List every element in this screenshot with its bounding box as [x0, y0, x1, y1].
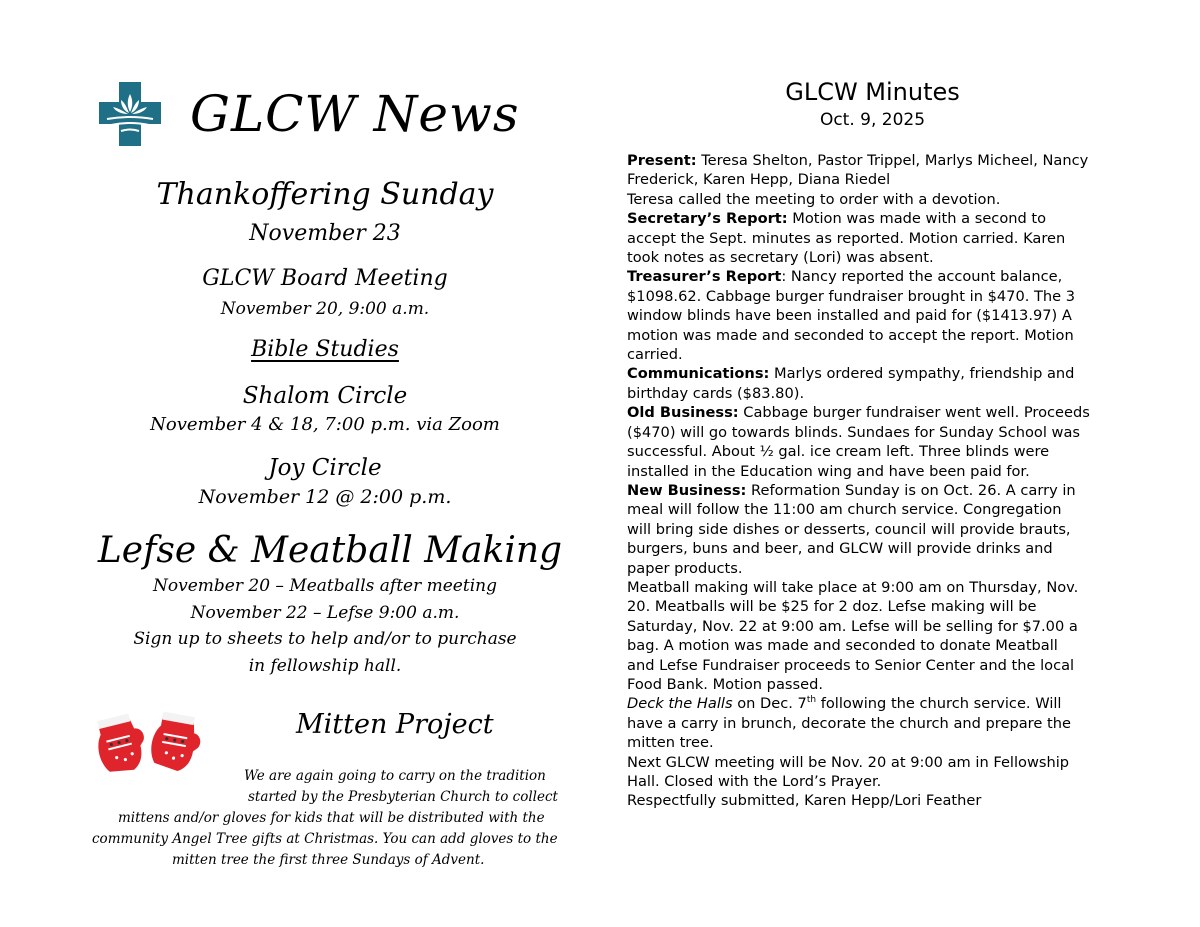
bible-studies-heading: Bible Studies: [251, 337, 399, 362]
minutes-date: Oct. 9, 2025: [819, 110, 926, 130]
lefse-meatball-title: Lefse & Meatball Making: [97, 530, 563, 571]
treasurer-label: Treasurer’s Report: [627, 268, 782, 286]
minutes-text: Marlys ordered sympathy, friendship and: [769, 365, 1075, 383]
minutes-line: meal will follow the 11:00 am church service. Congregation: [627, 501, 1062, 519]
minutes-line: window blinds have been installed and paid for ($1413.97) A: [627, 307, 1072, 325]
deck-the-halls-label: Deck the Halls: [627, 695, 733, 713]
minutes-line: have a carry in brunch, decorate the church and prepare the: [627, 714, 1071, 732]
minutes-title: GLCW Minutes: [785, 78, 960, 106]
minutes-line: burgers, buns and beer, and GLCW will provide drinks and: [627, 540, 1053, 558]
minutes-line: Frederick, Karen Hepp, Diana Riedel: [627, 171, 891, 189]
mitten-line: mittens and/or gloves for kids that will be distributed with the: [118, 810, 545, 826]
minutes-line: [627, 481, 1127, 500]
minutes-text: : Nancy reported the account balance,: [781, 268, 1063, 286]
minutes-line: took notes as secretary (Lori) was absent.: [627, 249, 934, 267]
minutes-line: successful. About ½ gal. ice cream left. Three blinds were: [627, 443, 1050, 461]
minutes-line: and Lefse Fundraiser proceeds to Senior Center and the local: [627, 656, 1075, 674]
minutes-line: carried.: [627, 346, 683, 364]
mitten-project-title: Mitten Project: [296, 709, 494, 740]
minutes-signoff: Respectfully submitted, Karen Hepp/Lori Feather: [627, 792, 982, 810]
board-meeting-title: GLCW Board Meeting: [202, 266, 448, 291]
minutes-text: Reformation Sunday is on Oct. 26. A carry in: [746, 481, 1076, 499]
newsletter-title: GLCW News: [190, 85, 520, 143]
new-business-label: New Business:: [627, 481, 747, 499]
secretary-label: Secretary’s Report:: [627, 210, 788, 228]
minutes-line: [627, 364, 1127, 383]
old-business-label: Old Business:: [627, 404, 739, 422]
minutes-text: Motion was made with a second to: [787, 210, 1047, 228]
mitten-project-text: [92, 766, 562, 871]
minutes-line: Hall. Closed with the Lord’s Prayer.: [627, 773, 882, 790]
minutes-line: $1098.62. Cabbage burger fundraiser brought in $470. The 3: [627, 287, 1076, 305]
minutes-line: [627, 403, 1127, 422]
minutes-line: [627, 694, 1127, 713]
lefse-line: November 22 – Lefse 9:00 a.m.: [190, 602, 460, 623]
lefse-line: November 20 – Meatballs after meeting: [153, 576, 497, 596]
minutes-line: [627, 267, 1127, 286]
mitten-line: We are again going to carry on the tradition: [244, 768, 546, 784]
minutes-line: will bring side dishes or desserts, council will provide brauts,: [627, 520, 1071, 538]
joy-circle-date: November 12 @ 2:00 p.m.: [198, 486, 452, 508]
thankoffering-date: November 23: [249, 221, 401, 246]
lefse-line: Sign up to sheets to help and/or to purchase: [133, 629, 517, 649]
minutes-line: 20. Meatballs will be $25 for 2 doz. Lefse making will be: [627, 598, 1037, 616]
mitten-line: community Angel Tree gifts at Christmas. You can add gloves to the: [92, 831, 558, 847]
minutes-text: Cabbage burger fundraiser went well. Proceeds: [738, 404, 1090, 422]
minutes-line: paper products.: [627, 559, 743, 577]
present-label: Present:: [627, 152, 697, 169]
minutes-line: birthday cards ($83.80).: [627, 384, 805, 402]
minutes-line: Meatball making will take place at 9:00 am on Thursday, Nov.: [627, 578, 1079, 596]
minutes-line: ($470) will go towards blinds. Sundaes for Sunday School was: [627, 423, 1080, 441]
minutes-text: on Dec. 7: [732, 695, 807, 713]
mitten-line: started by the Presbyterian Church to collect: [248, 789, 558, 805]
minutes-text: Teresa Shelton, Pastor Trippel, Marlys Micheel, Nancy: [696, 152, 1089, 169]
minutes-body: [627, 151, 1127, 811]
minutes-line: Saturday, Nov. 22 at 9:00 am. Lefse will be selling for $7.00 a: [627, 617, 1078, 635]
shalom-circle-date: November 4 & 18, 7:00 p.m. via Zoom: [150, 414, 500, 435]
minutes-line: [627, 151, 1127, 170]
minutes-line: Food Bank. Motion passed.: [627, 675, 823, 693]
church-cross-logo: [99, 82, 161, 146]
lefse-meatball-details: [80, 573, 570, 679]
minutes-line: Teresa called the meeting to order with a devotion.: [627, 190, 1001, 208]
shalom-circle-title: Shalom Circle: [242, 383, 408, 409]
communications-label: Communications:: [627, 365, 770, 383]
board-meeting-date: November 20, 9:00 a.m.: [220, 299, 430, 319]
minutes-line: mitten tree.: [627, 734, 714, 752]
thankoffering-title: Thankoffering Sunday: [156, 177, 494, 212]
ordinal-suffix: th: [806, 695, 817, 706]
minutes-line: bag. A motion was made and seconded to donate Meatball: [627, 637, 1058, 655]
minutes-line: accept the Sept. minutes as reported. Motion carried. Karen: [627, 229, 1066, 247]
lefse-line: in fellowship hall.: [248, 655, 402, 676]
minutes-line: [627, 209, 1127, 228]
mitten-line: mitten tree the first three Sundays of Advent.: [172, 852, 485, 868]
minutes-text: following the church service. Will: [816, 695, 1062, 713]
minutes-line: Next GLCW meeting will be Nov. 20 at 9:00 am in Fellowship: [627, 753, 1070, 771]
minutes-line: installed in the Education wing and have been paid for.: [627, 462, 1030, 480]
joy-circle-title: Joy Circle: [268, 455, 382, 481]
minutes-line: motion was made and seconded to accept the report. Motion: [627, 326, 1074, 344]
